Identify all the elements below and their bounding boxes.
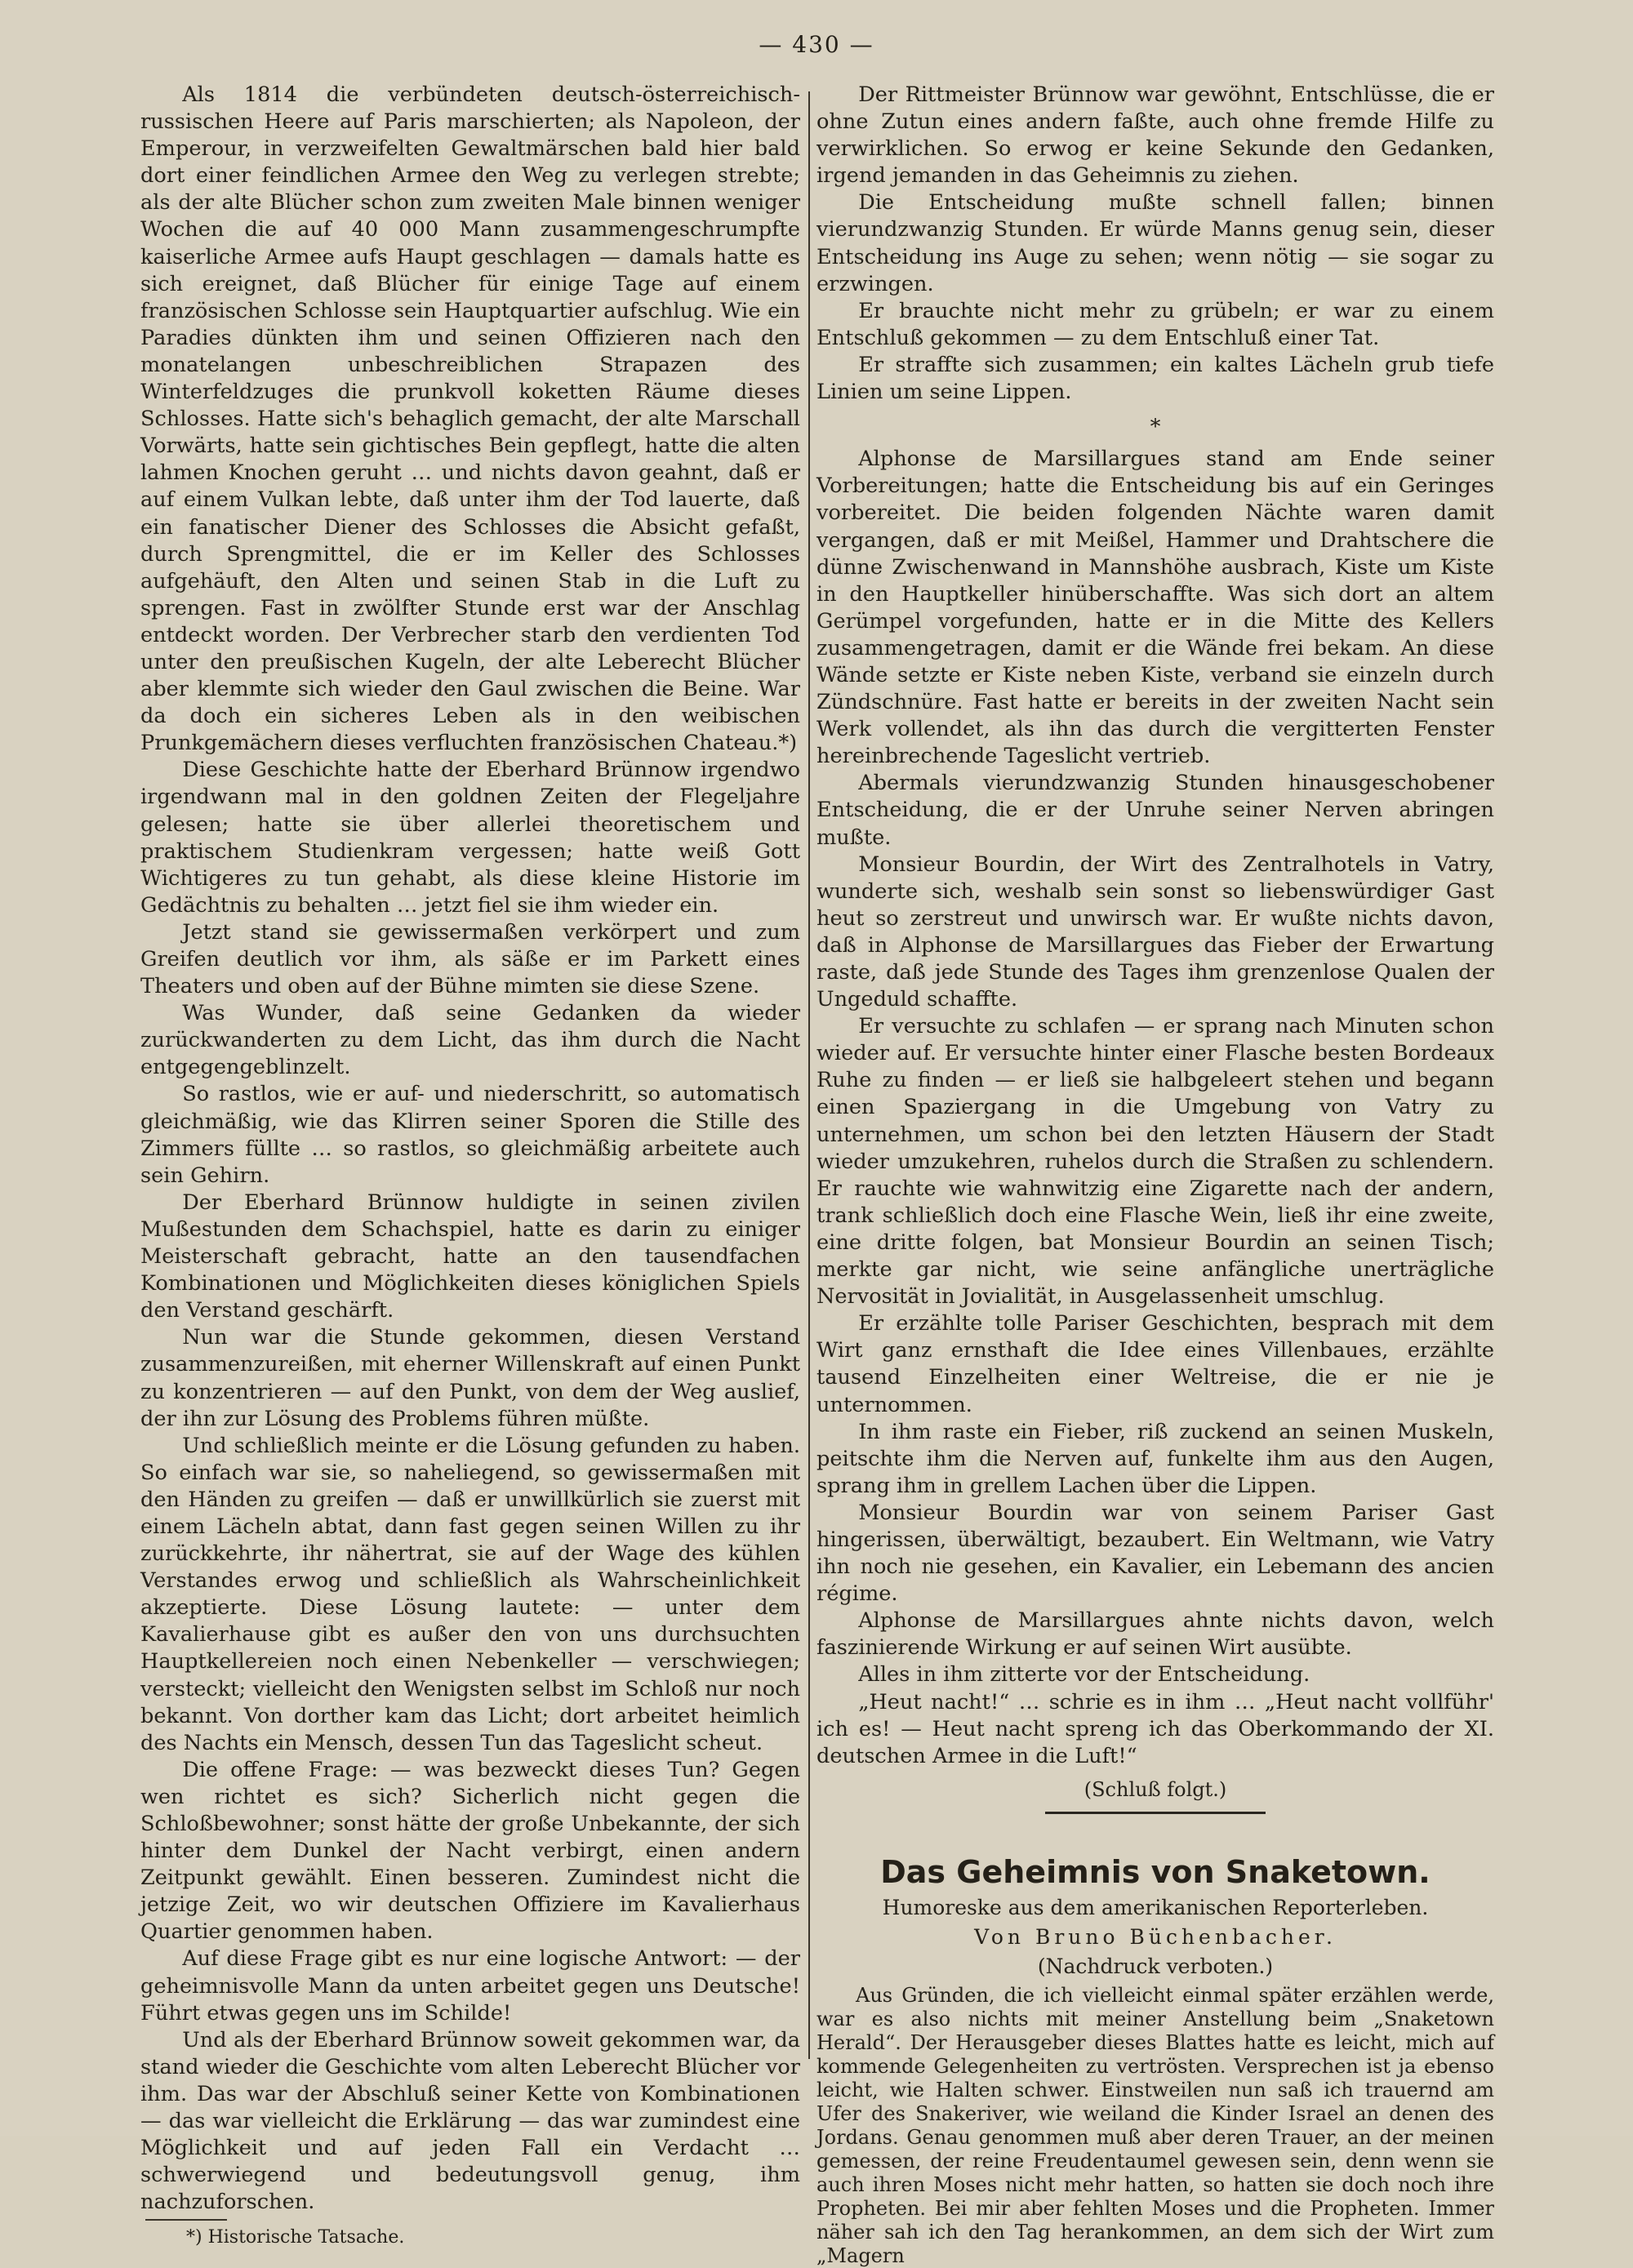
paragraph: „Heut nacht!“ … schrie es in ihm … „Heut nacht vollführ' ich es! — Heut nacht spreng ich das Oberkommando der XI. deutschen Armee in die Luft!“ [816,1689,1494,1768]
paragraph: In ihm raste ein Fieber, riß zuckend an seinen Muskeln, peitschte ihm die Nerven auf, funkelte ihm aus den Augen, sprang ihm in grellem Lachen über die Lippen. [816,1419,1494,1498]
paragraph: Monsieur Bourdin war von seinem Pariser Gast hingerissen, überwältigt, bezaubert. Ein Weltmann, wie Vatry ihn noch nie gesehen, ein Kavalier, ein Lebemann des ancien régime. [816,1500,1494,1607]
paragraph: Diese Geschichte hatte der Eberhard Brünnow irgendwo irgendwann mal in den goldnen Zeiten der Flegeljahre gelesen; hatte sie über allerlei theoretischem und praktischem Studienkram vergessen; hatte weiß Gott Wichtigeres zu tun gehabt, als diese kleine Historie im Gedächtnis zu behalten … jetzt fiel sie ihm wieder ein. [140,758,800,918]
paragraph: Er erzählte tolle Pariser Geschichten, besprach mit dem Wirt ganz ernsthaft die Idee eines Villenbaues, erzählte tausend Einzelheiten einer Weltreise, die er nie je unternommen. [816,1311,1494,1417]
column-divider [808,91,810,2059]
paragraph: Er straffte sich zusammen; ein kaltes Lächeln grub tiefe Linien um seine Lippen. [816,352,1494,405]
paragraph: Alles in ihm zitterte vor der Entscheidung. [858,1662,1310,1688]
paragraph: Die offene Frage: — was bezweckt dieses Tun? Gegen wen richtet es sich? Sicherlich nicht gegen die Schloßbewohner; sonst hätte der große Unbekannte, der sich hinter dem Dunkel der Nacht verbirgt, einen andern Zeitpunkt gewählt. Einen besseren. Zumindest nicht die jetzige Zeit, wo wir deutschen Offiziere im Kavalierhaus Quartier genommen haben. [140,1757,800,1945]
continued-note: (Schluß folgt.) [1083,1777,1227,1801]
paragraph: Monsieur Bourdin, der Wirt des Zentralhotels in Vatry, wunderte sich, weshalb sein sonst so liebenswürdiger Gast heut so zerstreut und unwirsch war. Er wußte nichts davon, daß in Alphonse de Marsillargues das Fieber der Erwartung raste, daß jede Stunde des Tages ihm grenzenlose Qualen der Ungeduld schaffte. [816,852,1494,1012]
paragraph: Auf diese Frage gibt es nur eine logische Antwort: — der geheimnisvolle Mann da unten arbeitet gegen uns Deutsche! Führt etwas gegen uns im Schilde! [140,1946,800,2026]
reprint-note: (Nachdruck verboten.) [1037,1954,1274,1978]
paragraph: So rastlos, wie er auf- und niederschritt, so automatisch gleichmäßig, wie das Klirren seiner Sporen die Stille des Zimmers füllte … so rastlos, so gleichmäßig arbeitete auch sein Gehirn. [140,1082,800,1188]
footnote-rule [145,2219,227,2221]
left-column [140,82,800,2248]
paragraph: Er versuchte zu schlafen — er sprang nach Minuten schon wieder auf. Er versuchte hinter einer Flasche besten Bordeaux Ruhe zu finden — er ließ sie halbgeleert stehen und begann einen Spaziergang in die Umgebung von Vatry zu unternehmen, um schon bei den letzten Häusern der Stadt wieder umzukehren, ruhelos durch die Straßen zu schlendern. Er rauchte wie wahnwitzig eine Zigarette nach der andern, trank schließlich doch eine Flasche Wein, ließ ihr eine zweite, eine dritte folgen, bat Monsieur Bourdin an seinen Tisch; merkte gar nicht, wie seine anfängliche unerträgliche Nervosität in Jovialität, in Ausgelassenheit umschlug. [816,1014,1494,1310]
paragraph: Abermals vierundzwanzig Stunden hinausgeschobener Entscheidung, die er der Unruhe seiner Nerven abringen mußte. [816,771,1494,850]
section-star: * [1150,415,1161,440]
paragraph: Was Wunder, daß seine Gedanken da wieder zurückwanderten zu dem Licht, das ihm durch die Nacht entgegengeblinzelt. [140,1001,800,1080]
story-subtitle: Humoreske aus dem amerikanischen Reporterleben. [882,1895,1429,1919]
story-article [816,1853,1494,2268]
right-column [816,82,1494,2267]
paragraph: Der Eberhard Brünnow huldigte in seinen zivilen Mußestunden dem Schachspiel, hatte es darin zu einiger Meisterschaft gebracht, hatte an den tausendfachen Kombinationen und Möglichkeiten dieses königlichen Spiels den Verstand geschärft. [140,1190,800,1323]
footnote: *) Historische Tatsache. [186,2227,405,2248]
paragraph: Jetzt stand sie gewissermaßen verkörpert und zum Greifen deutlich vor ihm, als säße er im Parkett eines Theaters und oben auf der Bühne mimten sie diese Szene. [140,919,800,999]
paragraph: Und schließlich meinte er die Lösung gefunden zu haben. So einfach war sie, so naheliegend, so gewissermaßen mit den Händen zu greifen — daß er unwillkürlich sie zuerst mit einem Lächeln abtat, dann fast gegen seinen Willen zu ihr zurückkehrte, ihr nähertrat, sie auf der Wage des kühlen Verstandes erwog und schließlich als Wahrscheinlichkeit akzeptierte. Diese Lösung lautete: — unter dem Kavalierhause gibt es außer den von uns durchsuchten Hauptkellereien noch einen Nebenkeller — verschwiegen; versteckt; vielleicht den Wenigsten selbst im Schloß nur noch bekannt. Von dorther kam das Licht; dort arbeitet heimlich des Nachts ein Mensch, dessen Tun das Tageslicht scheut. [140,1433,800,1755]
paragraph: Alphonse de Marsillargues stand am Ende seiner Vorbereitungen; hatte die Entscheidung bis auf ein Geringes vorbereitet. Die beiden folgenden Nächte waren damit vergangen, daß er mit Meißel, Hammer und Drahtschere die dünne Zwischenwand in Mannshöhe ausbrach, Kiste um Kiste in den Hauptkeller hinüberschaffte. Was sich dort an altem Gerümpel vorgefunden, hatte er in die Mitte des Kellers zusammengetragen, damit er die Wände frei bekam. An diese Wände setzte er Kiste neben Kiste, verband sie einzeln durch Zündschnüre. Fast hatte er bereits in der zweiten Nacht sein Werk vollendet, als ihn das durch die vergitterten Fenster hereinbrechende Tageslicht vertrieb. [816,447,1494,769]
story-title: Das Geheimnis von Snaketown. [880,1853,1431,1890]
story-author: Von Bruno Büchenbacher. [974,1924,1337,1949]
paragraph: Als 1814 die verbündeten deutsch-österreichisch-russischen Heere auf Paris marschierten; als Napoleon, der Emperour, in verzweifelten Gewaltmärschen bald hier bald dort einer feindlichen Armee den Weg zu verlegen strebte; als der alte Blücher schon zum zweiten Male binnen weniger Wochen die auf 40 000 Mann zusammengeschrumpfte kaiserliche Armee aufs Haupt geschlagen — damals hatte es sich ereignet, daß Blücher für einige Tage auf einem französischen Schlosse sein Hauptquartier aufschlug. Wie ein Paradies dünkten ihm und seinen Offizieren nach den monatelangen unbeschreiblichen Strapazen des Winterfeldzuges die prunkvoll koketten Räume dieses Schlosses. Hatte sich's behaglich gemacht, der alte Marschall Vorwärts, hatte sein gichtisches Bein gepflegt, hatte die alten lahmen Knochen geruht … und nichts davon geahnt, daß er auf einem Vulkan lebte, daß unter ihm der Tod lauerte, daß ein fanatischer Diener des Schlosses die Absicht gefaßt, durch Sprengmittel, die er im Keller des Schlosses aufgehäuft, den Alten und seinen Stab in die Luft zu sprengen. Fast in zwölfter Stunde erst war der Anschlag entdeckt worden. Der Verbrecher starb den verdienten Tod unter den preußischen Kugeln, der alte Leberecht Blücher aber klemmte sich wieder den Gaul zwischen die Beine. War da doch ein sicheres Leben als in den weibischen Prunkgemächern dieses verfluchten französischen Chateau.*) [140,82,800,756]
paragraph: Die Entscheidung mußte schnell fallen; binnen vierundzwanzig Stunden. Er würde Manns genug sein, dieser Entscheidung ins Auge zu sehen; wenn nötig — sie sogar zu erzwingen. [816,190,1494,296]
paragraph: Alphonse de Marsillargues ahnte nichts davon, welch faszinierende Wirkung er auf seinen Wirt ausübte. [816,1608,1494,1661]
paragraph: Der Rittmeister Brünnow war gewöhnt, Entschlüsse, die er ohne Zutun eines andern faßte, auch ohne fremde Hilfe zu verwirklichen. So erwog er keine Sekunde den Gedanken, irgend jemanden in das Geheimnis zu ziehen. [816,82,1494,189]
page-number: — 430 — [759,31,874,58]
paragraph: Nun war die Stunde gekommen, diesen Verstand zusammenzureißen, mit eherner Willenskraft auf einen Punkt zu konzentrieren — auf den Punkt, von dem der Weg auslief, der ihn zur Lösung des Problems führen müßte. [140,1325,800,1431]
paragraph: Und als der Eberhard Brünnow soweit gekommen war, da stand wieder die Geschichte vom alten Leberecht Blücher vor ihm. Das war der Abschluß seiner Kette von Kombinationen — das war vielleicht die Erklärung — das war zumindest eine Möglichkeit und auf jeden Fall ein Verdacht … schwerwiegend und bedeutungsvoll genug, ihm nachzuforschen. [140,2027,800,2215]
article-separator [1045,1812,1266,1814]
paragraph: Er brauchte nicht mehr zu grübeln; er war zu einem Entschluß gekommen — zu dem Entschluß einer Tat. [816,298,1494,350]
paragraph: Aus Gründen, die ich vielleicht einmal später erzählen werde, war es also nichts mit meiner Anstellung beim „Snaketown Herald“. Der Herausgeber dieses Blattes hatte es leicht, mich auf kommende Gelegenheiten zu vertrösten. Versprechen ist ja ebenso leicht, wie Halten schwer. Einstweilen nun saß ich trauernd am Ufer des Snakeriver, wie weiland die Kinder Israel an denen des Jordans. Genau genommen muß aber deren Trauer, an der meinen gemessen, der reine Freudentaumel gewesen sein, denn wenn sie auch ihren Moses nicht mehr hatten, so hatten sie doch noch ihre Propheten. Bei mir aber fehlten Moses und die Propheten. Immer näher sah ich den Tag herankommen, an dem sich der Wirt zum „Magern [816,1983,1494,2267]
